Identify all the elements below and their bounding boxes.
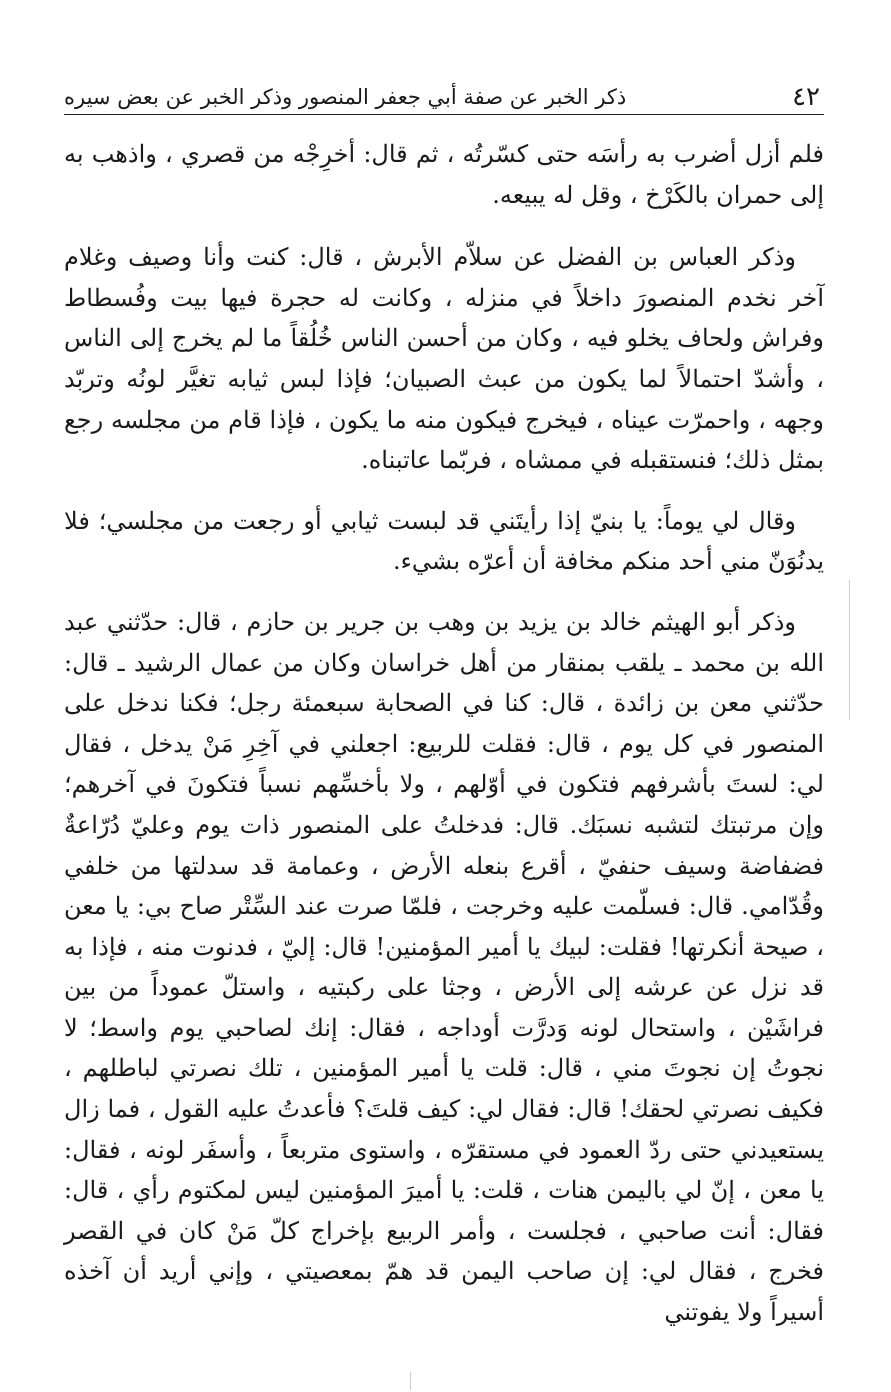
chapter-title: ذكر الخبر عن صفة أبي جعفر المنصور وذكر الخبر عن بعض سيره <box>64 85 627 109</box>
running-header <box>64 72 824 112</box>
body-text <box>64 134 824 1349</box>
paragraph: وقال لي يوماً: يا بنيّ إذا رأيتَني قد لبست ثيابي أو رجعت من مجلسي؛ فلا يدنُوَنّ مني أحد منكم مخافة أن أعرّه بشيء. <box>64 506 824 576</box>
paragraph: وذكر العباس بن الفضل عن سلاّم الأبرش ، قال: كنت وأنا وصيف وغلام آخر نخدم المنصورَ داخلاً في منزله ، وكانت له حجرة فيها بيت وفُسطاط وفراش ولحاف يخلو فيه ، وكان من أحسن الناس خُلُقاً ما لم يخرج إلى الناس ، وأشدّ احتمالاً لما يكون من عبث الصبيان؛ فإذا لبس ثيابه تغيَّر لونُه وتربّد وجهه ، واحمرّت عيناه ، فيخرج فيكون منه ما يكون ، فإذا قام من مجلسه رجع بمثل ذلك؛ فنستقبله في ممشاه ، فربّما عاتبناه. <box>64 243 824 475</box>
scan-margin-mark <box>410 1372 411 1390</box>
scan-margin-mark <box>849 580 850 720</box>
header-rule <box>64 114 824 115</box>
paragraph: وذكر أبو الهيثم خالد بن يزيد بن وهب بن جرير بن حازم ، قال: حدّثني عبد الله بن محمد ـ يلقب بمنقار من أهل خراسان وكان من عمال الرشيد ـ قال: حدّثني معن بن زائدة ، قال: كنا في الصحابة سبعمئة رجل؛ فكنا ندخل على المنصور في كل يوم ، قال: فقلت للربيع: اجعلني في آخِرِ مَنْ يدخل ، فقال لي: لستَ بأشرفهم فتكون في أوّلهم ، ولا بأخسِّهم نسباً فتكونَ في آخرهم؛ وإن مرتبتك لتشبه نسبَك. قال: فدخلتُ على المنصور ذات يوم وعليّ دُرّاعةٌ فضفاضة وسيف حنفيّ ، أقرع بنعله الأرض ، وعمامة قد سدلتها من خلفي وقُدّامي. قال: فسلّمت عليه وخرجت ، فلمّا صرت عند السِّتْر صاح بي: يا معن ، صيحة أنكرتها! فقلت: لبيك يا أمير المؤمنين! قال: إليّ ، فدنوت منه ، فإذا به قد نزل عن عرشه إلى الأرض ، وجثا على ركبتيه ، واستلّ عموداً من بين فراشَيْن ، واستحال لونه وَدرَّت أوداجه ، فقال: إنك لصاحبي يوم واسط؛ لا نجوتُ إن نجوتَ مني ، قال: قلت يا أمير المؤمنين ، تلك نصرتي لباطلهم ، فكيف نصرتي لحقك! قال: فقال لي: كيف قلتَ؟ فأعدتُ عليه القول ، فما زال يستعيدني حتى ردّ العمود في مستقرّه ، واستوى متربعاً ، وأسفَر لونه ، فقال: يا معن ، إنّ لي باليمن هنات ، قلت: يا أميرَ المؤمنين ليس لمكتوم رأي ، قال: فقال: أنت صاحبي ، فجلست ، وأمر الربيع بإخراج كلّ مَنْ كان في القصر فخرج ، فقال لي: إن صاحب اليمن قد همّ بمعصيتي ، وإني أريد أن آخذه أسيراً ولا يفوتني <box>64 607 825 1327</box>
book-page <box>64 0 824 1392</box>
paragraph: فلم أزل أضرب به رأسَه حتى كسّرتُه ، ثم قال: أخرِجْه من قصري ، واذهب به إلى حمران بالكَرْخ ، وقل له يبيعه. <box>64 140 824 209</box>
page-number: ٤٢ <box>792 82 820 112</box>
